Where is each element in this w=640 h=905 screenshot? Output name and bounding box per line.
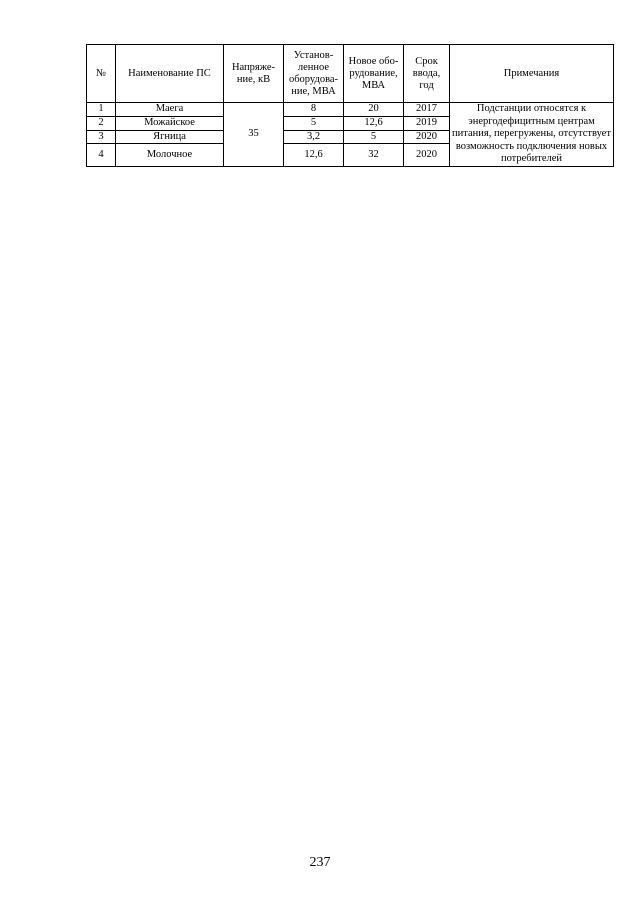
row-installed: 8 <box>284 103 344 117</box>
row-year: 2019 <box>404 116 450 130</box>
row-name: Маега <box>116 103 224 117</box>
row-num: 4 <box>87 144 116 166</box>
row-name: Молочное <box>116 144 224 166</box>
row-new: 32 <box>344 144 404 166</box>
header-new: Новое обо-рудование, МВА <box>344 45 404 103</box>
row-new: 20 <box>344 103 404 117</box>
row-installed: 5 <box>284 116 344 130</box>
row-num: 1 <box>87 103 116 117</box>
row-new: 12,6 <box>344 116 404 130</box>
table-header-row <box>87 45 614 103</box>
notes-cell: Подстанции относятся к энергодефицитным центрам питания, перегружены, отсутствует возможность подключения новых потребителей <box>450 103 614 167</box>
header-name: Наименование ПС <box>116 45 224 103</box>
row-installed: 3,2 <box>284 130 344 144</box>
header-term: Срок ввода, год <box>404 45 450 103</box>
header-voltage: Напряже-ние, кВ <box>224 45 284 103</box>
row-year: 2017 <box>404 103 450 117</box>
row-num: 3 <box>87 130 116 144</box>
row-year: 2020 <box>404 144 450 166</box>
table-row <box>87 103 614 117</box>
page-number: 237 <box>309 855 331 870</box>
voltage-cell: 35 <box>224 103 284 167</box>
row-year: 2020 <box>404 130 450 144</box>
row-installed: 12,6 <box>284 144 344 166</box>
row-name: Ягница <box>116 130 224 144</box>
header-num: № <box>87 45 116 103</box>
row-num: 2 <box>87 116 116 130</box>
row-name: Можайское <box>116 116 224 130</box>
header-notes: Примечания <box>450 45 614 103</box>
substations-table <box>86 44 614 167</box>
header-installed: Установ-ленное оборудова-ние, МВА <box>284 45 344 103</box>
row-new: 5 <box>344 130 404 144</box>
